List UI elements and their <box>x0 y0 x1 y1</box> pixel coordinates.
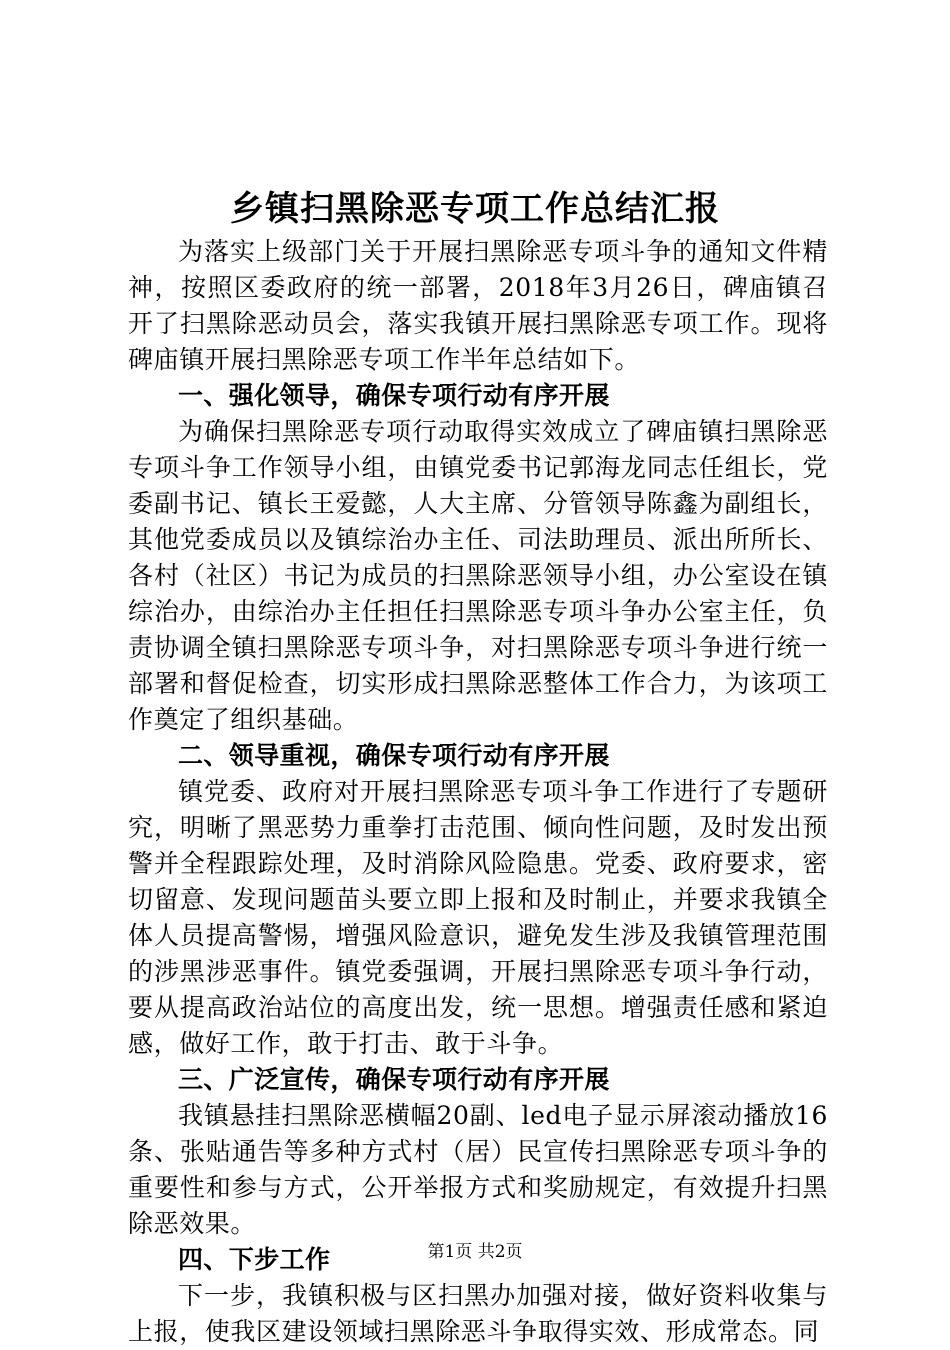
section-paragraph-2: 镇党委、政府对开展扫黑除恶专项斗争工作进行了专题研究，明晰了黑恶势力重拳打击范围、倾向性问题，及时发出预警并全程跟踪处理，及时消除风险隐患。党委、政府要求，密切留意、发现问题苗头要立即上报和及时制止，并要求我镇全体人员提高警惕，增强风险意识，避免发生涉及我镇管理范围的涉黑涉恶事件。镇党委强调，开展扫黑除恶专项斗争行动，要从提高政治站位的高度出发，统一思想。增强责任感和紧迫感，做好工作，敢于打击、敢于斗争。 <box>128 777 828 1058</box>
page-number-footer: 第1页 共2页 <box>427 1242 523 1262</box>
intro-paragraph: 为落实上级部门关于开展扫黑除恶专项斗争的通知文件精神，按照区委政府的统一部署，2018年3月26日，碑庙镇召开了扫黑除恶动员会，落实我镇开展扫黑除恶专项工作。现将碑庙镇开展扫黑除恶专项工作半年总结如下。 <box>128 237 828 374</box>
document-body <box>128 234 828 1350</box>
section-heading-4: 四、下步工作 <box>178 1245 331 1274</box>
section-heading-3: 三、广泛宣传，确保专项行动有序开展 <box>178 1065 610 1094</box>
document-title: 乡镇扫黑除恶专项工作总结汇报 <box>230 189 720 229</box>
section-heading-1: 一、强化领导，确保专项行动有序开展 <box>178 381 610 410</box>
section-heading-2: 二、领导重视，确保专项行动有序开展 <box>178 741 610 770</box>
section-paragraph-3: 我镇悬挂扫黑除恶横幅20副、led电子显示屏滚动播放16条、张贴通告等多种方式村（居）民宣传扫黑除恶专项斗争的重要性和参与方式，公开举报方式和奖励规定，有效提升扫黑除恶效果。 <box>128 1101 828 1238</box>
section-paragraph-1: 为确保扫黑除恶专项行动取得实效成立了碑庙镇扫黑除恶专项斗争工作领导小组，由镇党委书记郭海龙同志任组长，党委副书记、镇长王爱懿，人大主席、分管领导陈鑫为副组长，其他党委成员以及镇综治办主任、司法助理员、派出所所长、各村（社区）书记为成员的扫黑除恶领导小组，办公室设在镇综治办，由综治办主任担任扫黑除恶专项斗争办公室主任，负责协调全镇扫黑除恶专项斗争，对扫黑除恶专项斗争进行统一部署和督促检查，切实形成扫黑除恶整体工作合力，为该项工作奠定了组织基础。 <box>128 417 828 734</box>
section-paragraph-4: 下一步，我镇积极与区扫黑办加强对接，做好资料收集与上报，使我区建设领域扫黑除恶斗争取得实效、形成常态。同 <box>128 1281 828 1346</box>
